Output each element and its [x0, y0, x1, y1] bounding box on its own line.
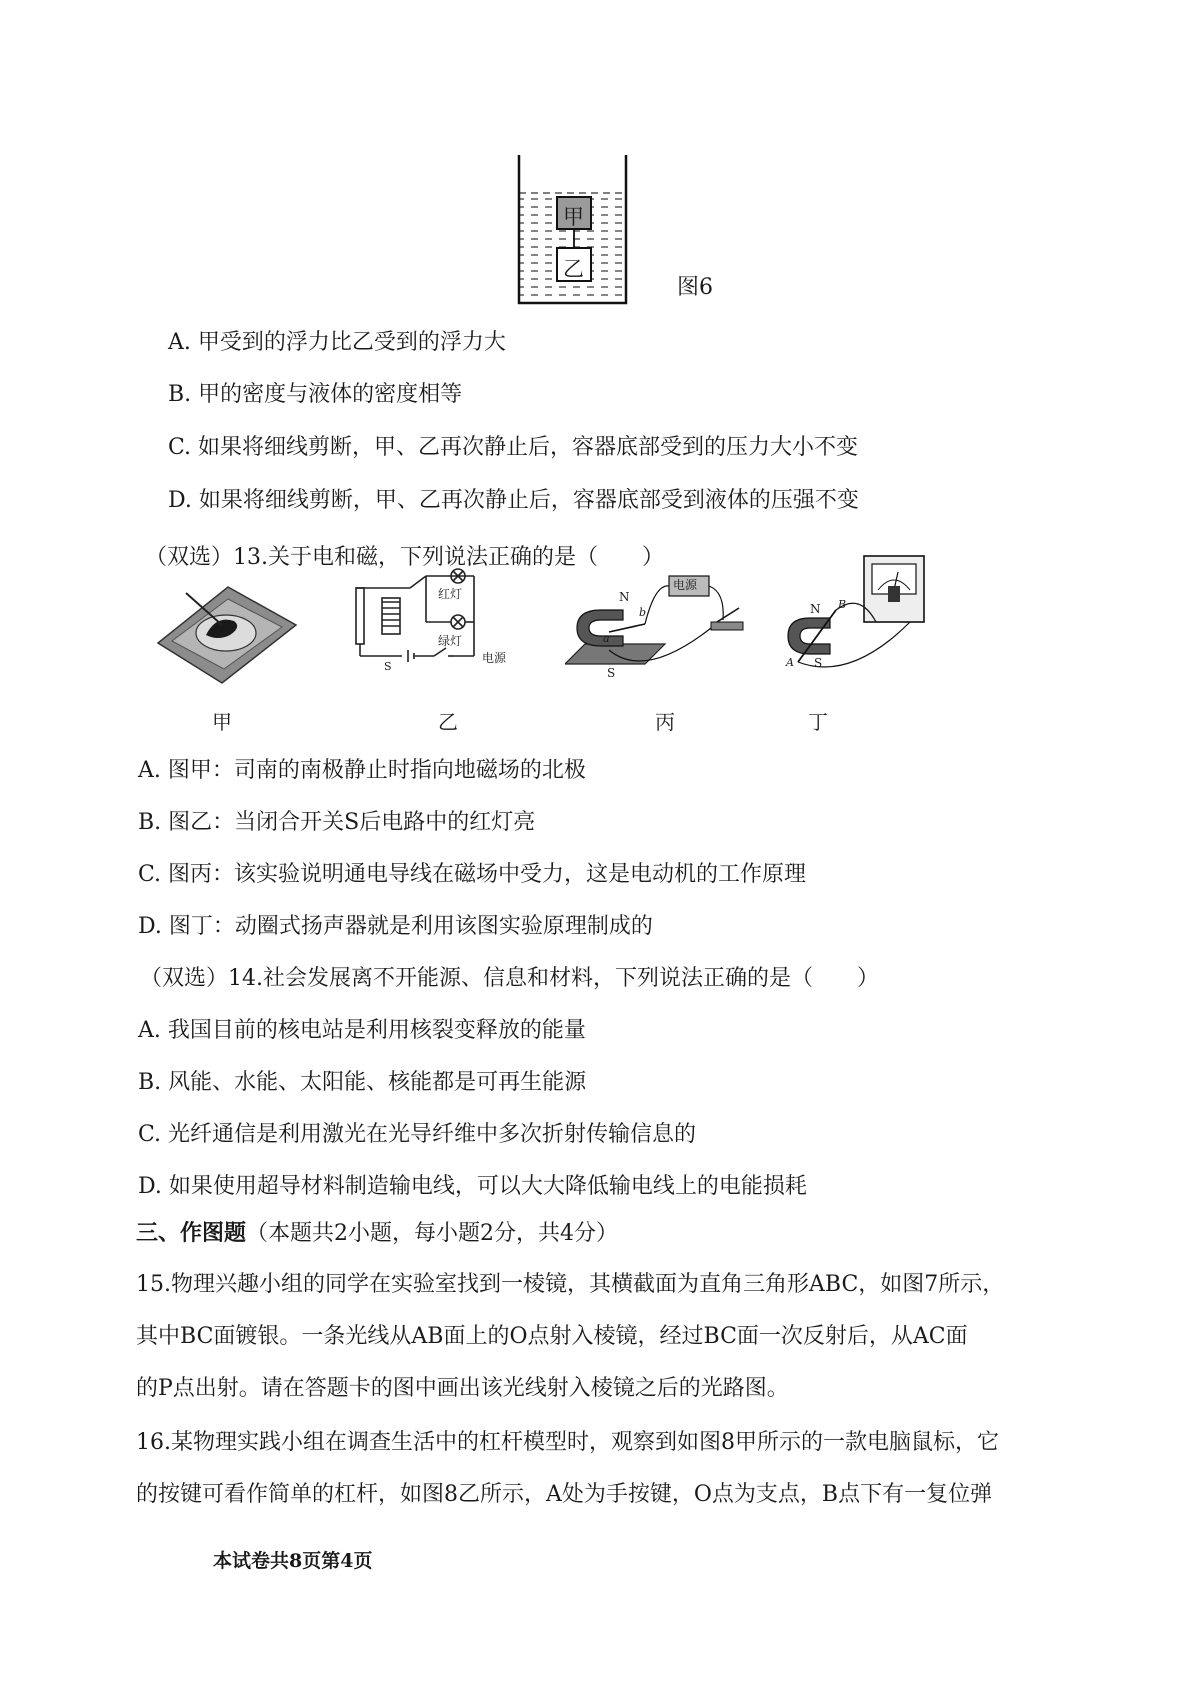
- figure-6-label: 图6: [677, 275, 713, 300]
- bing-a-label: a: [603, 632, 610, 645]
- figure-ding-generator-principle: [780, 552, 930, 678]
- q14-option-a: A. 我国目前的核电站是利用核裂变释放的能量: [138, 1018, 586, 1043]
- bing-s-label: S: [607, 666, 616, 680]
- ding-a-label: A: [786, 656, 794, 669]
- bing-power-label: 电源: [673, 578, 698, 592]
- q13-option-b: B. 图乙：当闭合开关S后电路中的红灯亮: [138, 810, 536, 835]
- q12-option-b-letter: B.: [168, 382, 192, 407]
- q14-option-c: C. 光纤通信是利用激光在光导纤维中多次折射传输信息的: [138, 1122, 697, 1147]
- figure-yi-relay-circuit: [350, 560, 520, 688]
- page-footer: 本试卷共8页第4页: [213, 1550, 373, 1572]
- q13-option-d: D. 图丁：动圈式扬声器就是利用该图实验原理制成的: [138, 914, 653, 939]
- q12-option-d-letter: D.: [168, 488, 192, 513]
- bing-b-label: b: [639, 606, 647, 619]
- q13-stem: （双选）13.关于电和磁，下列说法正确的是（ ）: [145, 545, 664, 570]
- figure-ding-caption: 丁: [808, 710, 828, 734]
- figure-yi-caption: 乙: [438, 710, 458, 734]
- q14-stem: （双选）14.社会发展离不开能源、信息和材料，下列说法正确的是（ ）: [140, 966, 879, 991]
- q16-line-1: 16.某物理实践小组在调查生活中的杠杆模型时，观察到如图8甲所示的一款电脑鼠标，它: [136, 1430, 999, 1455]
- q15-line-2: 其中BC面镀银。一条光线从AB面上的O点射入棱镜，经过BC面一次反射后，从AC面: [136, 1324, 968, 1349]
- yi-red-lamp-label: 红灯: [438, 587, 463, 601]
- q14-option-b: B. 风能、水能、太阳能、核能都是可再生能源: [138, 1070, 587, 1095]
- ding-s-label: S: [814, 656, 823, 670]
- yi-switch-label: S: [384, 660, 392, 673]
- figure-jia-caption: 甲: [212, 710, 232, 734]
- figure-bing-motor-principle: [565, 562, 755, 682]
- ding-n-label: N: [810, 602, 821, 616]
- ding-b-label: B: [838, 598, 847, 611]
- q16-line-2: 的按键可看作简单的杠杆，如图8乙所示，A处为手按键，O点为支点，B点下有一复位弹: [136, 1482, 993, 1507]
- yi-power-label: 电源: [482, 651, 507, 665]
- q15-line-1: 15.物理兴趣小组的同学在实验室找到一棱镜，其横截面为直角三角形ABC，如图7所示，: [136, 1272, 1005, 1297]
- q12-option-a-letter: A.: [168, 330, 191, 355]
- section-3-heading: [136, 1218, 618, 1249]
- q12-option-c-letter: C.: [168, 435, 192, 460]
- q12-option-b: [168, 380, 462, 410]
- q15-line-3: 的P点出射。请在答题卡的图中画出该光线射入棱镜之后的光路图。: [136, 1376, 789, 1401]
- q12-option-a-text: 甲受到的浮力比乙受到的浮力大: [197, 330, 506, 355]
- block-yi-label: 乙: [563, 257, 584, 281]
- yi-green-lamp-label: 绿灯: [438, 634, 463, 648]
- block-jia-label: 甲: [563, 205, 584, 229]
- q12-option-a: [168, 328, 506, 358]
- q12-option-b-text: 甲的密度与液体的密度相等: [198, 382, 463, 407]
- q12-option-c: [168, 433, 858, 463]
- figure-bing-caption: 丙: [655, 710, 675, 734]
- q12-option-d-text: 如果将细线剪断，甲、乙再次静止后，容器底部受到液体的压强不变: [198, 488, 859, 513]
- q13-option-a: A. 图甲：司南的南极静止时指向地磁场的北极: [138, 758, 586, 783]
- figure-jia-compass: [150, 565, 302, 687]
- section-3-title: 三、作图题: [136, 1220, 247, 1246]
- q13-option-c: C. 图丙：该实验说明通电导线在磁场中受力，这是电动机的工作原理: [138, 862, 807, 887]
- bing-n-label: N: [619, 590, 630, 604]
- section-3-note: （本题共2小题，每小题2分，共4分）: [246, 1221, 619, 1246]
- figure-6-diagram: [515, 155, 630, 307]
- q12-option-d: [168, 486, 859, 516]
- q14-option-d: D. 如果使用超导材料制造输电线，可以大大降低输电线上的电能损耗: [138, 1174, 807, 1199]
- q12-option-c-text: 如果将细线剪断，甲、乙再次静止后，容器底部受到的压力大小不变: [198, 435, 859, 460]
